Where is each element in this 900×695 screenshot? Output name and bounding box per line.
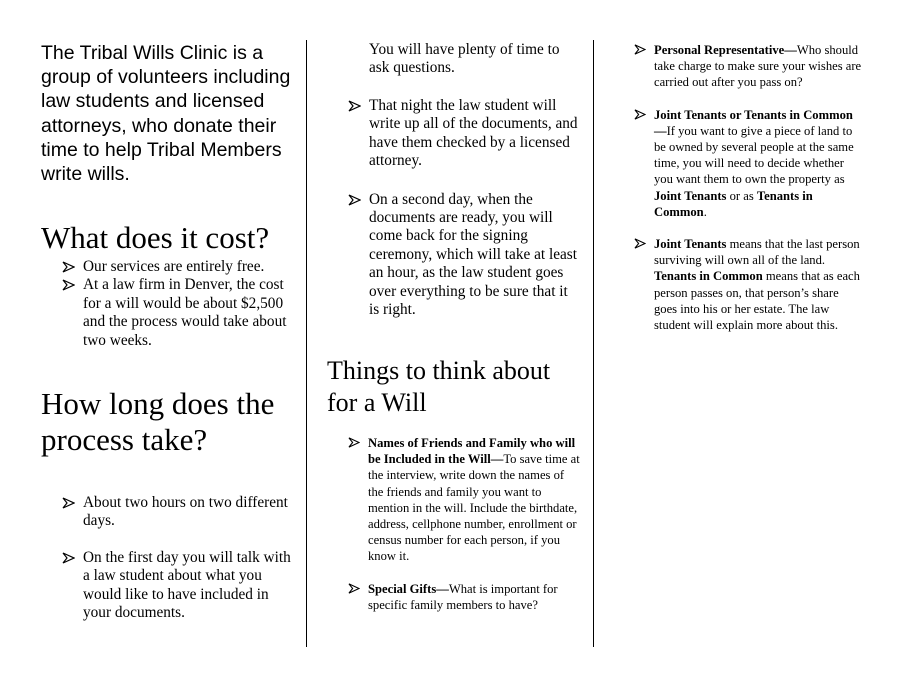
intro-paragraph: The Tribal Wills Clinic is a group of volunteers including law students and licensed attorneys, who donate their time to help Tribal Members write wills. — [41, 42, 291, 186]
list-item: Personal Representative—Who should take charge to make sure your wishes are carried out after you pass on? — [634, 42, 864, 91]
rep-text: Who should take charge to make sure your wishes are carried out after you pass on? — [654, 43, 862, 90]
think-heading: Things to think about for a Will — [327, 356, 551, 417]
names-title: Names of Friends and Family who will be Included in the Will — [368, 436, 576, 467]
list-item: On a second day, when the documents are ready, you will come back for the signing ceremony, which will take at least an hour, as the law student goes over everything to be sure that it is right. — [348, 191, 580, 320]
gifts-title: Special Gifts — [368, 581, 437, 596]
list-item: On the first day you will talk with a law student about what you would like to have included in your documents. — [62, 549, 292, 623]
cost-list — [62, 258, 292, 350]
process-heading: How long does the process take? — [41, 386, 275, 457]
cost-heading: What does it cost? — [41, 220, 270, 255]
column-divider-left — [306, 40, 307, 647]
process-list — [62, 494, 292, 622]
gifts-text: What is important for specific family members to have? — [368, 581, 558, 612]
continued-text: You will have plenty of time to ask questions. — [369, 41, 560, 77]
list-item: Our services are entirely free. — [62, 258, 292, 276]
joint-title: Joint Tenants or Tenants in Common — [654, 107, 853, 122]
list-item: Names of Friends and Family who will be Included in the Will—To save time at the interview, write down the names of the friends and family you want to mention in the will. Include the birthdate, address, cellphone number, enrollment or census number for each person, if you know it. — [348, 435, 580, 565]
column-divider-right — [593, 40, 594, 647]
list-item: At a law firm in Denver, the cost for a will would be about $2,500 and the process would take about two weeks. — [62, 276, 292, 350]
names-text: To save time at the interview, write down the names of the friends and family you want to mention in the will. Include the birthdate, address, cellphone number, enrollment or census number for each person, if you know it. — [368, 452, 580, 564]
process-list-continued — [348, 97, 580, 319]
think-list-continued — [634, 42, 864, 333]
think-list — [348, 435, 580, 613]
list-item: Joint Tenants or Tenants in Common—If you want to give a piece of land to be owned by several people at the same time, you will need to decide whether you want them to own the property as Joint Tenants or as Tenants in Common. — [634, 107, 864, 220]
list-item: Special Gifts—What is important for specific family members to have? — [348, 581, 580, 613]
list-item: That night the law student will write up all of the documents, and have them checked by a licensed attorney. — [348, 97, 580, 171]
list-item: Joint Tenants means that the last person surviving will own all of the land. Tenants in Common means that as each person passes on, that person’s share goes into his or her estate. The law student will explain more about this. — [634, 236, 864, 333]
list-item: About two hours on two different days. — [62, 494, 292, 531]
rep-title: Personal Representative — [654, 43, 785, 57]
